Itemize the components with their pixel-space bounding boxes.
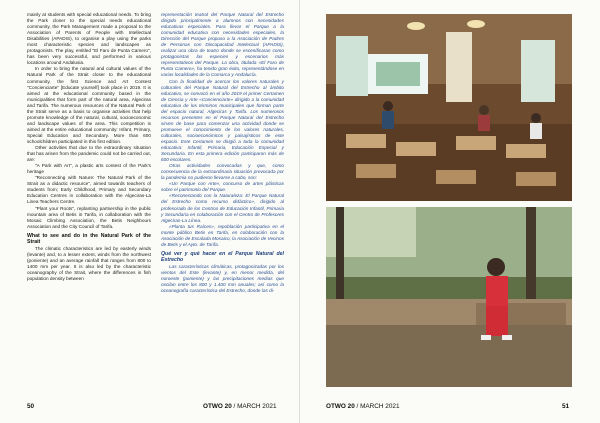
page-number-left: 50 xyxy=(27,403,35,410)
section-heading: Qué ver y qué hacer en el Parque Natural del Estrecho xyxy=(161,250,284,264)
body-paragraph: "Plant your Roots", replanting partnership in the public mountain area of Betis in Tarifa, in collaboration with the Mosaic Climbing Association, the Betis Neighbours Association and the City Council of Tarifa. xyxy=(27,205,151,229)
magazine-name: OTWO 20 xyxy=(203,403,232,410)
body-paragraph: «Reconectando con la Naturaleza: El Parque Natural del Estrecho como recurso didáctico», dirigido al profesorado de los Centros de Educación Infantil, Primaria y Secundaria en colaboración con el Centro de Profesores Algeciras-La Línea. xyxy=(161,193,284,223)
page-number-right: 51 xyxy=(562,403,570,410)
folio-right xyxy=(326,403,400,410)
body-paragraph: Other activities that due to the extraordinary situation that has arisen from the pandemic could not be carried out, are: xyxy=(27,145,151,163)
body-paragraph: Con la finalidad de acercar los valores naturales y culturales del Parque Natural del Estrecho al ámbito educativo, se convocó en el año 2019 el primer Certamen de Ciencia y Arte «Concienciarte» dirigido a la comunidad educativa de los términos municipales que forman parte del espacio natural, Algeciras y Tarifa. Los numerosos recursos presentes en el Parque Natural del Estrecho sirven de base para comenzar una actividad donde se promueve el conocimiento de los valores naturales, culturales, socioeconómicos y paisajísticos de este espacio. Este Certamen se dirigió a toda la comunidad educativa: Infantil, Primaria, Educación Especial y Secundaria. En esta primera edición participaron más de 600 escolares. xyxy=(161,78,284,163)
child-sitting-on-log-photo xyxy=(326,207,572,387)
body-paragraph: "Reconnecting with Nature: The Natural Park of the Strait as a didactic resource", aimed towards teachers of students from; Early Childhood, Primary and Secondary Education Centres in collaboration with the Algeciras-La Linea Teachers Centre. xyxy=(27,175,151,205)
body-paragraph: In order to bring the natural and cultural values of the Natural Park of the Strait closer to the educational community, the first Science and Art Contest "Concienciarte" [Educate yourself] took place in 2019. It is aimed at the educational community based in the municipalities that form part of the natural area, Algeciras and Tarifa. The numerous resources of the Natural Park of the Strait serve as a basis to organise activities that help promote knowledge of the natural, cultural, socioeconomic and landscape values of the area. This competition is aimed at the entire educational community: Infant, Primary, Special Education and Secondary. More than 600 schoolchildren participated in this first edition. xyxy=(27,66,151,144)
body-paragraph: mainly at students with special educational needs. To bring the Park closer to the special needs educational community, the Park Management made a proposal to the Association of Parents of People with Intellectual Disabilities (APADIS), to organise a play using the parks most characteristic species and landscapes as protagonists. The play, entitled "El Faro de Punta Camero", has been very successful, and performed in various locations around Andalusia. xyxy=(27,12,151,66)
issue-date-right: MARCH 2021 xyxy=(360,403,400,410)
right-page xyxy=(300,0,600,423)
folio-separator-right: / xyxy=(354,403,361,410)
body-paragraph: representación teatral del Parque Natural del Estrecho dirigido principalmente a alumnos con necesidades educativas especiales. Para llevar el Parque a la comunidad educativa con necesidades especiales, la Dirección del Parque propuso a la Asociación de Padres de Personas con Discapacidad Intelectual (APADIS), realizar una obra de teatro donde se escenificaran como protagonistas las especies y escenarios más representativos del Parque. La obra, titulada «El Faro de Punta Camero», ha tenido gran éxito, representándose en varias localidades de la Comarca y Andalucía. xyxy=(161,12,284,78)
body-paragraph: Las características climáticas, protagonizadas por los vientos del Este (levante) y, en menor medida, del noroeste (poniente) y las precipitaciones medias que oscilan entre los 800 y 1.400 mm anuales; así como la oceanografía característica del Estrecho, donde las di- xyxy=(161,264,284,294)
body-paragraph: «Planta tus Raíces», repoblación participativa en el monte público Betis en Tarifa, en colaboración con la Asociación de Escalada Mosaico, la Asociación de Vecinos de Betis y el Ayto. de Tarifa. xyxy=(161,223,284,247)
body-paragraph: «Un Parque con Arte», concurso de artes plásticas sobre el patrimonio del Parque. xyxy=(161,181,284,193)
body-paragraph: Otras actividades convocadas y que, como consecuencia de la extraordinaria situación provocada por la pandemia no pudieron llevarse a cabo, son: xyxy=(161,163,284,181)
classroom-presentation-photo xyxy=(326,14,572,201)
spanish-text-column xyxy=(161,12,284,294)
section-heading: What to see and do in the Natural Park of the Strait xyxy=(27,232,151,245)
folio-separator: / xyxy=(231,403,238,410)
folio-left xyxy=(203,403,277,410)
body-paragraph: "A Park with Art", a plastic arts contest of the Park's heritage xyxy=(27,163,151,175)
english-text-column xyxy=(27,12,151,282)
issue-date: MARCH 2021 xyxy=(237,403,277,410)
body-paragraph: The climatic characteristics are led by easterly winds (levante) and, to a lesser extent, winds from the northwest (poniente) and an average rainfall that ranges from 800 to 1400 mm per year. It is also led by the characteristic oceanography of the Strait, where the differences in fish population density between xyxy=(27,246,151,282)
magazine-name-right: OTWO 20 xyxy=(326,403,355,410)
